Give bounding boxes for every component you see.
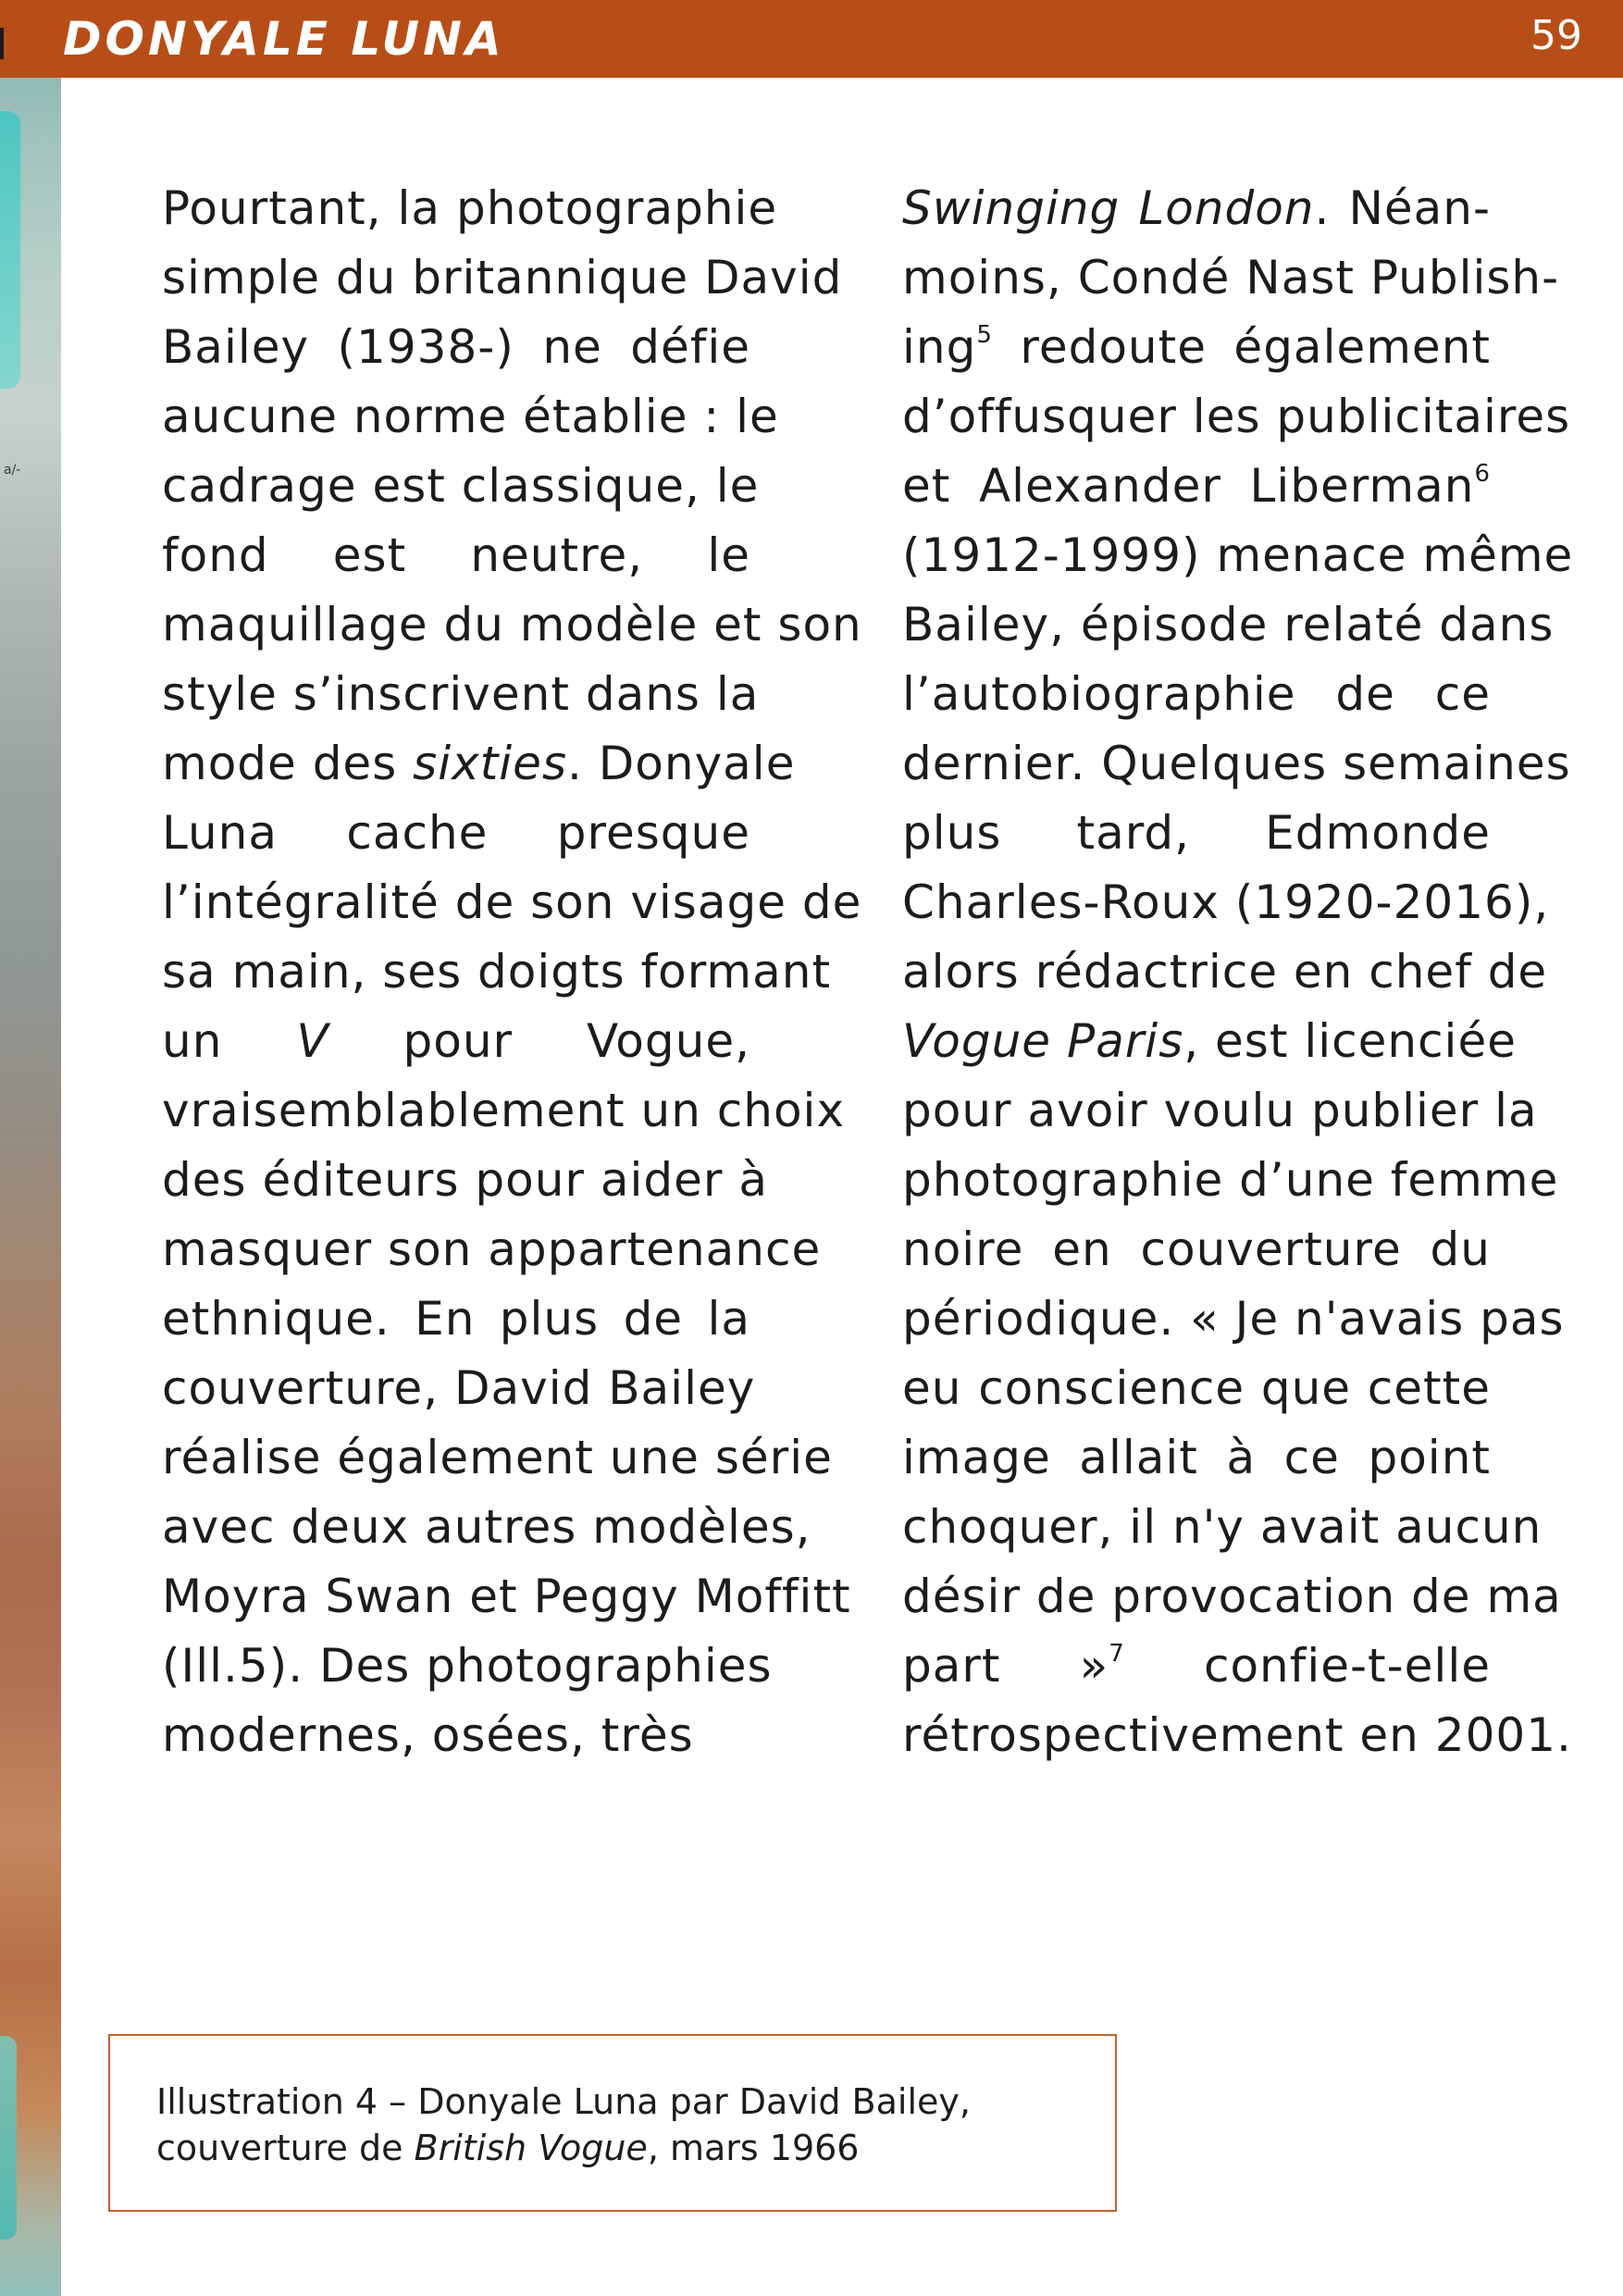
text-line: couverture, David Bailey bbox=[162, 1361, 756, 1415]
illustration-caption bbox=[156, 2079, 971, 2171]
text-line: l’autobiographie de ce bbox=[902, 667, 1491, 721]
text-line: désir de provocation de ma bbox=[902, 1570, 1562, 1623]
text-line: cadrage est classique, le bbox=[162, 459, 760, 513]
text-segment: , est licenciée bbox=[1183, 1014, 1517, 1068]
text-line: Charles-Roux (1920-2016), bbox=[902, 875, 1550, 929]
text-line: avec deux autres modèles, bbox=[162, 1500, 812, 1554]
text-line: image allait à ce point bbox=[902, 1431, 1491, 1484]
text-line: ethnique. En plus de la bbox=[162, 1292, 750, 1346]
text-segment: un bbox=[162, 1014, 223, 1068]
text-line: choquer, il n'y avait aucun bbox=[902, 1500, 1542, 1554]
text-line: dernier. Quelques semaines bbox=[902, 737, 1571, 790]
footnote-ref[interactable]: 5 bbox=[976, 321, 993, 350]
italic-term: V bbox=[296, 1014, 329, 1068]
text-line: maquillage du modèle et son bbox=[162, 598, 862, 652]
text-line: moins, Condé Nast Publish- bbox=[902, 251, 1560, 304]
text-line: modernes, osées, très bbox=[162, 1708, 694, 1762]
text-line: (1912-1999) menace même bbox=[902, 528, 1574, 582]
text-line: l’intégralité de son visage de bbox=[162, 875, 862, 929]
text-line: vraisemblablement un choix bbox=[162, 1084, 846, 1137]
caption-italic-title: British Vogue bbox=[414, 2128, 648, 2168]
footnote-ref[interactable]: 6 bbox=[1474, 460, 1491, 489]
italic-term: Swinging London bbox=[902, 181, 1315, 235]
header-tick-mark bbox=[0, 28, 4, 59]
text-segment: confie-t-elle bbox=[1203, 1639, 1491, 1693]
running-header bbox=[0, 0, 1623, 78]
text-line: rétrospectivement en 2001. bbox=[902, 1708, 1572, 1762]
text-line bbox=[902, 452, 1491, 521]
text-line: (Ill.5). Des photographies bbox=[162, 1639, 773, 1693]
text-line: Pourtant, la photographie bbox=[162, 181, 778, 235]
caption-line: Illustration 4 – Donyale Luna par David Bailey, bbox=[156, 2081, 971, 2122]
left-text-column bbox=[162, 174, 862, 1770]
text-line: fond est neutre, le bbox=[162, 528, 750, 582]
text-line: photographie d’une femme bbox=[902, 1153, 1559, 1207]
text-segment: . Néan- bbox=[1314, 181, 1491, 235]
right-text-column bbox=[902, 174, 1574, 1770]
cover-photo-strip bbox=[0, 0, 61, 2296]
text-line bbox=[902, 313, 1491, 382]
text-segment: ing bbox=[902, 320, 977, 374]
text-line: pour avoir voulu publier la bbox=[902, 1084, 1538, 1137]
text-line: des éditeurs pour aider à bbox=[162, 1153, 768, 1207]
caption-segment: couverture de bbox=[156, 2128, 415, 2168]
text-line: réalise également une série bbox=[162, 1431, 833, 1484]
text-line: eu conscience que cette bbox=[902, 1361, 1491, 1415]
italic-term: Vogue Paris bbox=[902, 1014, 1184, 1068]
photo-fragment-text: a/- bbox=[4, 463, 21, 478]
text-line: sa main, ses doigts formant bbox=[162, 945, 832, 999]
text-line bbox=[162, 1007, 750, 1076]
text-segment: et Alexander Liberman bbox=[902, 459, 1475, 513]
photo-cyan-lettering bbox=[0, 111, 20, 389]
running-title: DONYALE LUNA bbox=[63, 12, 505, 66]
text-segment: mode des bbox=[162, 737, 398, 790]
caption-segment: , mars 1966 bbox=[647, 2128, 860, 2168]
text-line bbox=[902, 1632, 1491, 1701]
text-segment: . Donyale bbox=[567, 737, 796, 790]
page-number: 59 bbox=[1530, 12, 1582, 59]
text-segment: part » bbox=[902, 1639, 1109, 1693]
text-line: d’offusquer les publicitaires bbox=[902, 390, 1571, 443]
text-segment: pour Vogue, bbox=[403, 1014, 750, 1068]
text-line: plus tard, Edmonde bbox=[902, 806, 1491, 860]
text-line bbox=[902, 174, 1491, 243]
text-line: aucune norme établie : le bbox=[162, 390, 779, 443]
illustration-caption-box bbox=[108, 2034, 1117, 2212]
italic-term: sixties bbox=[413, 737, 567, 790]
text-line: alors rédactrice en chef de bbox=[902, 945, 1548, 999]
text-line: Bailey (1938-) ne défie bbox=[162, 320, 750, 374]
text-line: noire en couverture du bbox=[902, 1222, 1491, 1276]
footnote-ref[interactable]: 7 bbox=[1109, 1640, 1125, 1669]
caption-line bbox=[156, 2125, 971, 2171]
text-line bbox=[902, 1007, 1517, 1076]
text-line: style s’inscrivent dans la bbox=[162, 667, 760, 721]
text-line: périodique. « Je n'avais pas bbox=[902, 1292, 1565, 1346]
text-line: Luna cache presque bbox=[162, 806, 750, 860]
text-line bbox=[162, 729, 796, 799]
text-line: Moyra Swan et Peggy Moffitt bbox=[162, 1570, 851, 1623]
photo-cyan-lettering-bottom bbox=[0, 2036, 17, 2240]
text-segment: redoute également bbox=[1020, 320, 1491, 374]
text-line: Bailey, épisode relaté dans bbox=[902, 598, 1555, 652]
text-line: simple du britannique David bbox=[162, 251, 843, 304]
text-line: masquer son appartenance bbox=[162, 1222, 822, 1276]
